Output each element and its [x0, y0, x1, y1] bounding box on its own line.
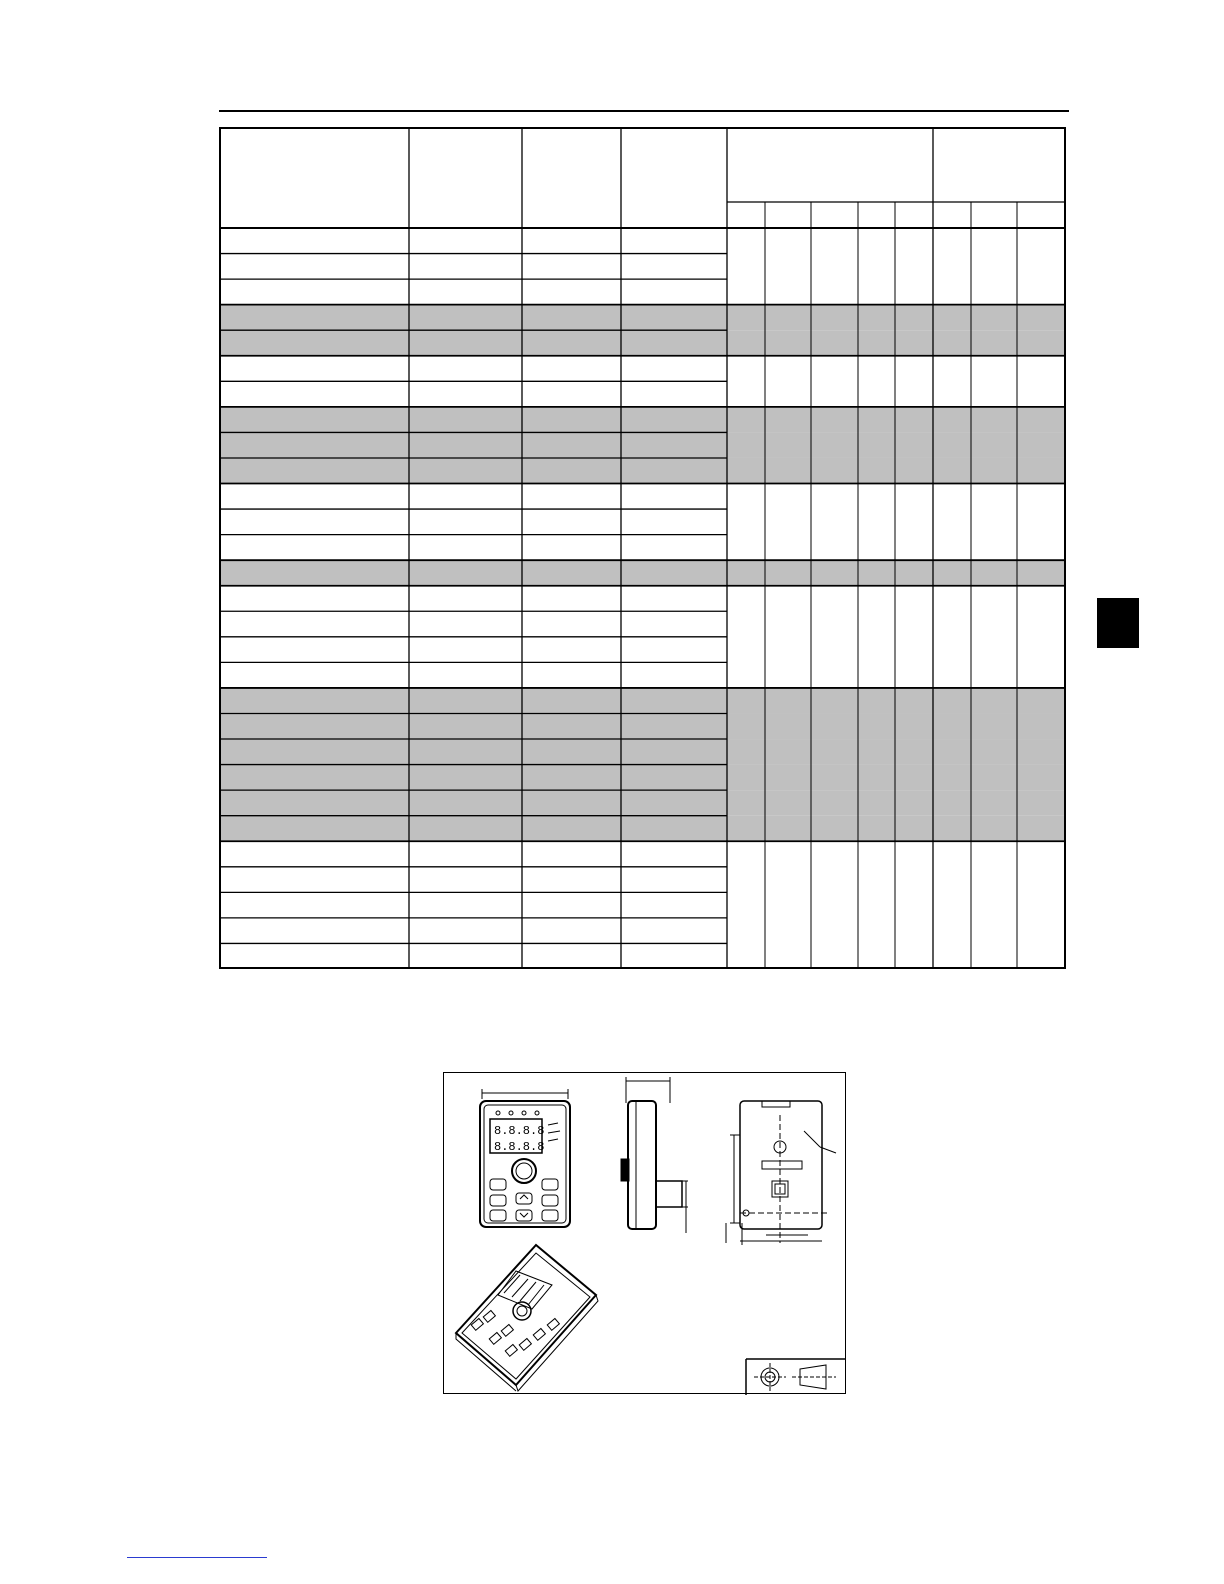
first-angle-projection-icon	[746, 1359, 846, 1395]
table-row-shade	[219, 816, 1066, 842]
chapter-tab	[1097, 598, 1139, 648]
table-row-shade	[219, 790, 1066, 816]
spec-table	[219, 127, 1066, 969]
table-row-shade	[219, 688, 1066, 714]
table-row-shade	[219, 765, 1066, 791]
keypad-drawing	[444, 1073, 847, 1395]
table-row-shade	[219, 739, 1066, 765]
keypad-front-icon	[480, 1089, 570, 1227]
header-rule	[219, 110, 1069, 112]
table-row-shade	[219, 432, 1066, 458]
svg-text:8.8.8.8: 8.8.8.8	[494, 1124, 545, 1138]
table-row-shade	[219, 458, 1066, 484]
table-row-shade	[219, 407, 1066, 433]
keypad-dimension-figure	[443, 1072, 846, 1394]
keypad-side-icon	[621, 1077, 688, 1233]
keypad-isometric-icon	[456, 1245, 598, 1391]
table-row-shade	[219, 330, 1066, 356]
table-row-shade	[219, 560, 1066, 586]
svg-text:8.8.8.8: 8.8.8.8	[494, 1140, 545, 1154]
table-row-shade	[219, 305, 1066, 331]
keypad-back-icon	[726, 1101, 836, 1245]
table-row-shade	[219, 713, 1066, 739]
footer-link-underline[interactable]	[127, 1557, 267, 1558]
